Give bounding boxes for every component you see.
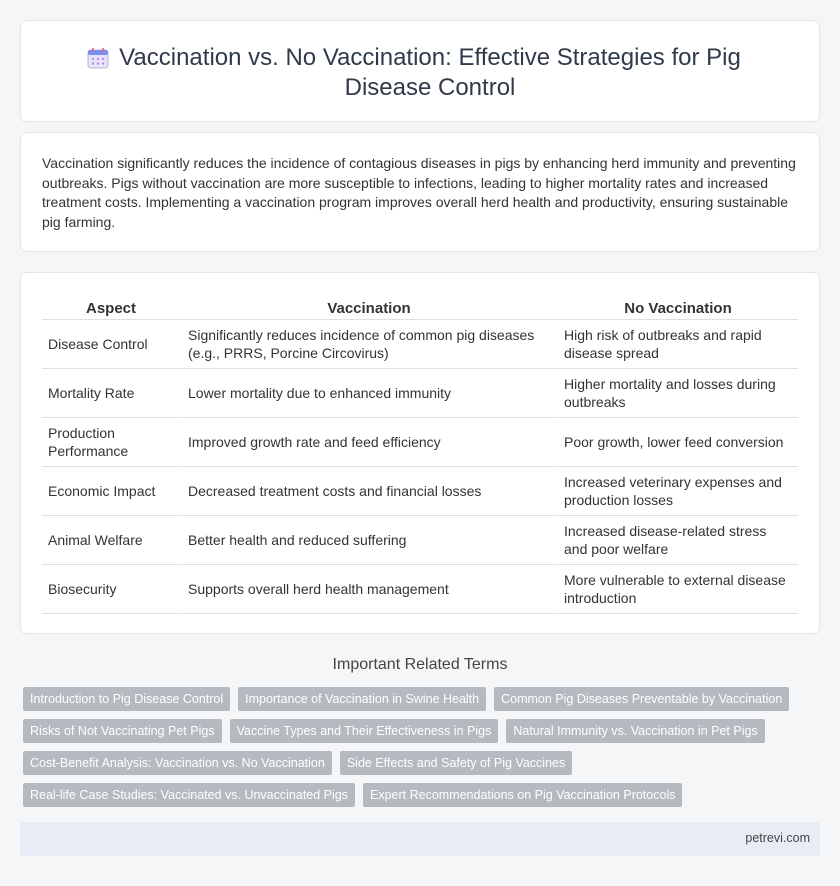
related-terms-tags (23, 687, 823, 815)
header-no-vaccination: No Vaccination (556, 296, 798, 320)
site-link[interactable]: petrevi.com (745, 831, 810, 845)
aspect-cell: Animal Welfare (42, 516, 180, 565)
title-card (20, 20, 820, 122)
related-term-tag[interactable]: Risks of Not Vaccinating Pet Pigs (23, 719, 222, 743)
related-term-tag[interactable]: Natural Immunity vs. Vaccination in Pet Pigs (506, 719, 764, 743)
related-term-tag[interactable]: Real-life Case Studies: Vaccinated vs. Unvaccinated Pigs (23, 783, 355, 807)
aspect-cell: Production Performance (42, 418, 180, 467)
aspect-cell: Biosecurity (42, 565, 180, 614)
table-row (42, 369, 798, 418)
no-vaccination-cell: Increased disease-related stress and poor welfare (556, 516, 798, 565)
comparison-card (20, 272, 820, 634)
tag-row (23, 751, 823, 775)
related-terms-title: Important Related Terms (332, 656, 508, 673)
table-row (42, 418, 798, 467)
comparison-table (42, 296, 798, 614)
related-term-tag[interactable]: Side Effects and Safety of Pig Vaccines (340, 751, 572, 775)
tag-row (23, 719, 823, 743)
header-aspect: Aspect (42, 296, 180, 320)
related-term-tag[interactable]: Common Pig Diseases Preventable by Vaccination (494, 687, 789, 711)
table-header-row (42, 296, 798, 320)
header-vaccination: Vaccination (180, 296, 556, 320)
related-term-tag[interactable]: Expert Recommendations on Pig Vaccination Protocols (363, 783, 682, 807)
related-term-tag[interactable]: Cost-Benefit Analysis: Vaccination vs. No Vaccination (23, 751, 332, 775)
related-term-tag[interactable]: Vaccine Types and Their Effectiveness in Pigs (230, 719, 499, 743)
table-row (42, 565, 798, 614)
aspect-cell: Disease Control (42, 320, 180, 369)
tag-row (23, 687, 823, 711)
no-vaccination-cell: Poor growth, lower feed conversion (556, 418, 798, 467)
vaccination-cell: Lower mortality due to enhanced immunity (180, 369, 556, 418)
table-row (42, 516, 798, 565)
no-vaccination-cell: High risk of outbreaks and rapid disease spread (556, 320, 798, 369)
no-vaccination-cell: More vulnerable to external disease introduction (556, 565, 798, 614)
vaccination-cell: Better health and reduced suffering (180, 516, 556, 565)
table-row (42, 320, 798, 369)
no-vaccination-cell: Increased veterinary expenses and production losses (556, 467, 798, 516)
related-term-tag[interactable]: Importance of Vaccination in Swine Health (238, 687, 486, 711)
no-vaccination-cell: Higher mortality and losses during outbreaks (556, 369, 798, 418)
vaccination-cell: Improved growth rate and feed efficiency (180, 418, 556, 467)
intro-card (20, 132, 820, 252)
intro-paragraph: Vaccination significantly reduces the incidence of contagious diseases in pigs by enhancing herd immunity and preventing outbreaks. Pigs without vaccination are more susceptible to infections, leading to higher mortality rates and increased treatment costs. Implementing a vaccination program improves overall herd health and productivity, ensuring sustainable pig farming. (42, 155, 796, 230)
aspect-cell: Economic Impact (42, 467, 180, 516)
table-row (42, 467, 798, 516)
related-term-tag[interactable]: Introduction to Pig Disease Control (23, 687, 230, 711)
tag-row (23, 783, 823, 807)
vaccination-cell: Supports overall herd health management (180, 565, 556, 614)
aspect-cell: Mortality Rate (42, 369, 180, 418)
footer (20, 822, 820, 856)
vaccination-cell: Significantly reduces incidence of common pig diseases (e.g., PRRS, Porcine Circovirus) (180, 320, 556, 369)
vaccination-cell: Decreased treatment costs and financial losses (180, 467, 556, 516)
page-title: Vaccination vs. No Vaccination: Effective Strategies for Pig Disease Control (119, 44, 741, 101)
